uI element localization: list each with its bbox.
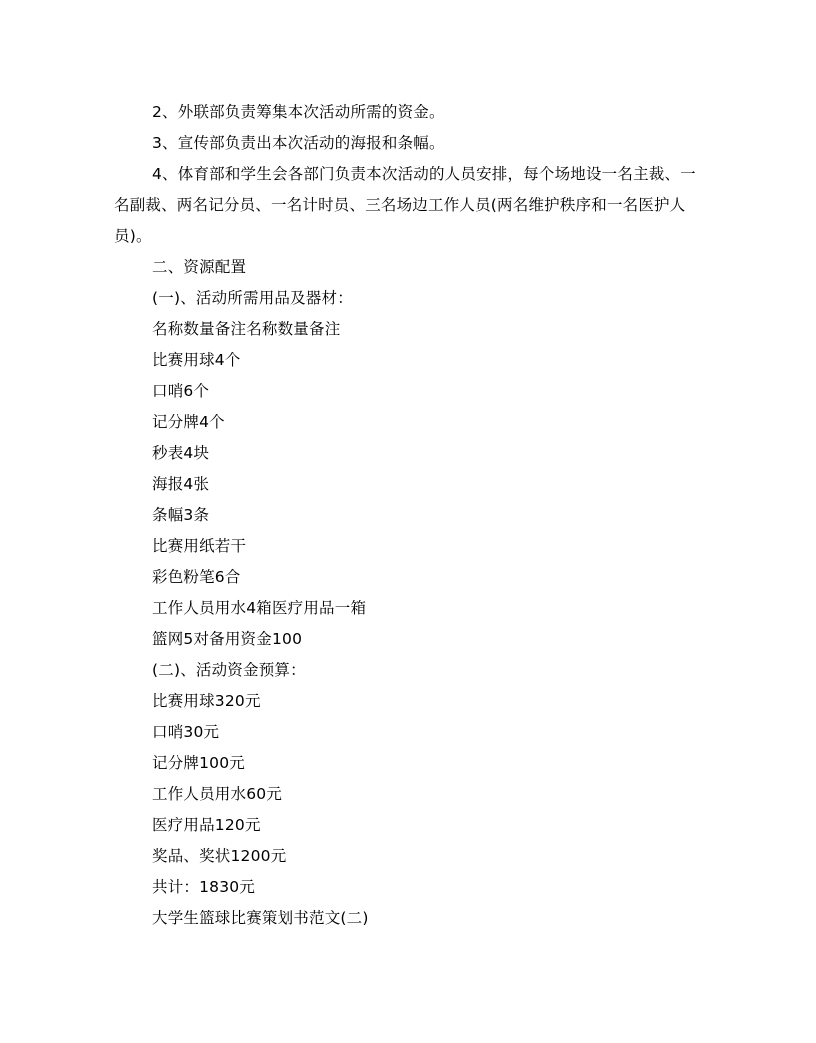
budget-line: 工作人员用水60元 (152, 785, 283, 803)
budget-line: 医疗用品120元 (152, 816, 261, 834)
equipment-line: 比赛用球4个 (152, 351, 241, 369)
equipment-line: 彩色粉笔6合 (152, 568, 241, 586)
task-item-staffing: 4、体育部和学生会各部门负责本次活动的人员安排，每个场地设一名主裁、一名副裁、两名记分员、一名计时员、三名场边工作人员(两名维护秩序和一名医护人员)。 (114, 165, 696, 245)
budget-total: 共计：1830元 (152, 878, 256, 896)
document-body (114, 97, 704, 934)
equipment-line: 海报4张 (152, 475, 210, 493)
task-item-fundraising: 2、外联部负责筹集本次活动所需的资金。 (152, 103, 445, 121)
next-section-title: 大学生篮球比赛策划书范文(二) (152, 909, 369, 927)
equipment-line: 工作人员用水4箱医疗用品一箱 (152, 599, 367, 617)
budget-line: 奖品、奖状1200元 (152, 847, 287, 865)
equipment-line: 记分牌4个 (152, 413, 225, 431)
equipment-line: 秒表4块 (152, 444, 210, 462)
subsection-heading-equipment: (一)、活动所需用品及器材： (152, 289, 353, 307)
subsection-heading-budget: (二)、活动资金预算： (152, 661, 306, 679)
equipment-table-header: 名称数量备注名称数量备注 (152, 320, 341, 338)
equipment-line: 比赛用纸若干 (152, 537, 247, 555)
equipment-line: 篮网5对备用资金100 (152, 630, 303, 648)
task-item-publicity: 3、宣传部负责出本次活动的海报和条幅。 (152, 134, 445, 152)
budget-line: 记分牌100元 (152, 754, 245, 772)
section-heading-resources: 二、资源配置 (152, 258, 247, 276)
budget-line: 比赛用球320元 (152, 692, 261, 710)
budget-line: 口哨30元 (152, 723, 220, 741)
equipment-line: 口哨6个 (152, 382, 210, 400)
equipment-line: 条幅3条 (152, 506, 210, 524)
